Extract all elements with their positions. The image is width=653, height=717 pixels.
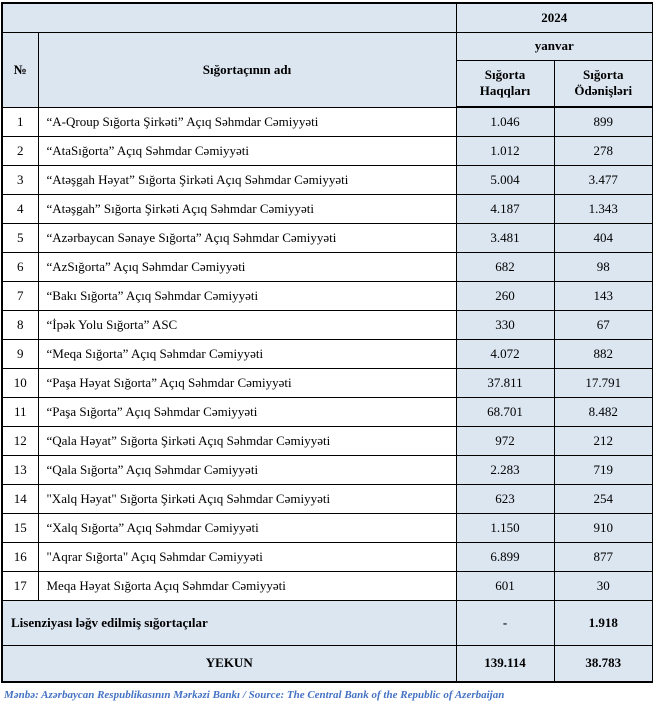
row-premiums: 2.283 <box>456 455 554 484</box>
table-row <box>2 571 653 600</box>
row-name: “Atəşgah” Sığorta Şirkəti Açıq Səhmdar Cəmiyyəti <box>38 194 456 223</box>
row-premiums: 4.072 <box>456 339 554 368</box>
row-no: 11 <box>2 397 38 426</box>
row-name: “Paşa Həyat Sığorta” Açıq Səhmdar Cəmiyyəti <box>38 368 456 397</box>
row-no: 4 <box>2 194 38 223</box>
row-payments: 719 <box>554 455 653 484</box>
blank-header-cell <box>2 3 456 32</box>
row-premiums: 3.481 <box>456 223 554 252</box>
total-payments: 38.783 <box>554 645 653 682</box>
table-summary <box>2 600 653 682</box>
row-premiums: 6.899 <box>456 542 554 571</box>
row-premiums: 1.012 <box>456 136 554 165</box>
col-header-name: Sığortaçının adı <box>38 32 456 107</box>
table-row <box>2 513 653 542</box>
row-premiums: 5.004 <box>456 165 554 194</box>
row-name: "Xalq Həyat" Sığorta Şirkəti Açıq Səhmdar Cəmiyyəti <box>38 484 456 513</box>
insurance-table <box>1 2 653 683</box>
table-row <box>2 165 653 194</box>
row-payments: 17.791 <box>554 368 653 397</box>
row-payments: 1.343 <box>554 194 653 223</box>
row-no: 15 <box>2 513 38 542</box>
row-payments: 3.477 <box>554 165 653 194</box>
year-row <box>2 3 653 32</box>
row-payments: 899 <box>554 107 653 136</box>
row-payments: 254 <box>554 484 653 513</box>
row-name: “Meqa Sığorta” Açıq Səhmdar Cəmiyyəti <box>38 339 456 368</box>
year-header: 2024 <box>456 3 653 32</box>
table-row <box>2 194 653 223</box>
row-premiums: 682 <box>456 252 554 281</box>
row-name: “Bakı Sığorta” Açıq Səhmdar Cəmiyyəti <box>38 281 456 310</box>
row-payments: 143 <box>554 281 653 310</box>
row-no: 1 <box>2 107 38 136</box>
row-payments: 404 <box>554 223 653 252</box>
row-no: 17 <box>2 571 38 600</box>
month-row <box>2 32 653 60</box>
row-name: “AzSığorta” Açıq Səhmdar Cəmiyyəti <box>38 252 456 281</box>
cancelled-licenses-premiums: - <box>456 600 554 645</box>
row-premiums: 623 <box>456 484 554 513</box>
row-name: “İpək Yolu Sığorta” ASC <box>38 310 456 339</box>
total-row <box>2 645 653 682</box>
table-row <box>2 310 653 339</box>
total-label: YEKUN <box>2 645 456 682</box>
row-name: “A-Qroup Sığorta Şirkəti” Açıq Səhmdar Cəmiyyəti <box>38 107 456 136</box>
table-row <box>2 107 653 136</box>
table-row <box>2 455 653 484</box>
row-no: 2 <box>2 136 38 165</box>
cancelled-licenses-label: Lisenziyası ləğv edilmiş sığortaçılar <box>2 600 456 645</box>
row-no: 7 <box>2 281 38 310</box>
row-payments: 67 <box>554 310 653 339</box>
table-row <box>2 281 653 310</box>
row-payments: 877 <box>554 542 653 571</box>
row-name: “Atəşgah Həyat” Sığorta Şirkəti Açıq Səhmdar Cəmiyyəti <box>38 165 456 194</box>
row-no: 3 <box>2 165 38 194</box>
row-payments: 882 <box>554 339 653 368</box>
row-premiums: 1.150 <box>456 513 554 542</box>
month-header: yanvar <box>456 32 653 60</box>
row-name: “AtaSığorta” Açıq Səhmdar Cəmiyyəti <box>38 136 456 165</box>
cancelled-licenses-payments: 1.918 <box>554 600 653 645</box>
row-premiums: 37.811 <box>456 368 554 397</box>
row-name: “Qala Həyat” Sığorta Şirkəti Açıq Səhmdar Cəmiyyəti <box>38 426 456 455</box>
table-row <box>2 426 653 455</box>
table-header <box>2 3 653 107</box>
row-name: Meqa Həyat Sığorta Açıq Səhmdar Cəmiyyəti <box>38 571 456 600</box>
row-premiums: 972 <box>456 426 554 455</box>
row-no: 16 <box>2 542 38 571</box>
table-row <box>2 368 653 397</box>
table-row <box>2 136 653 165</box>
row-no: 13 <box>2 455 38 484</box>
row-no: 8 <box>2 310 38 339</box>
row-name: “Qala Sığorta” Açıq Səhmdar Cəmiyyəti <box>38 455 456 484</box>
table-row <box>2 542 653 571</box>
row-name: “Paşa Sığorta” Açıq Səhmdar Cəmiyyəti <box>38 397 456 426</box>
row-no: 6 <box>2 252 38 281</box>
total-premiums: 139.114 <box>456 645 554 682</box>
row-premiums: 601 <box>456 571 554 600</box>
row-no: 10 <box>2 368 38 397</box>
row-payments: 30 <box>554 571 653 600</box>
row-name: “Azərbaycan Sənaye Sığorta” Açıq Səhmdar Cəmiyyəti <box>38 223 456 252</box>
row-payments: 8.482 <box>554 397 653 426</box>
col-header-premiums: Sığorta Haqqları <box>456 60 554 107</box>
row-premiums: 68.701 <box>456 397 554 426</box>
row-payments: 98 <box>554 252 653 281</box>
col-header-payments: Sığorta Ödənişləri <box>554 60 653 107</box>
table-row <box>2 484 653 513</box>
row-premiums: 330 <box>456 310 554 339</box>
row-payments: 212 <box>554 426 653 455</box>
col-header-no: № <box>2 32 38 107</box>
row-payments: 910 <box>554 513 653 542</box>
row-no: 9 <box>2 339 38 368</box>
cancelled-licenses-row <box>2 600 653 645</box>
row-name: "Aqrar Sığorta" Açıq Səhmdar Cəmiyyəti <box>38 542 456 571</box>
row-no: 14 <box>2 484 38 513</box>
row-no: 5 <box>2 223 38 252</box>
row-payments: 278 <box>554 136 653 165</box>
row-no: 12 <box>2 426 38 455</box>
table-row <box>2 223 653 252</box>
row-premiums: 260 <box>456 281 554 310</box>
table-body <box>2 107 653 600</box>
source-note: Mənbə: Azərbaycan Respublikasının Mərkəzi Bankı / Source: The Central Bank of the Republic of Azerbaijan <box>0 683 653 701</box>
table-row <box>2 339 653 368</box>
row-name: “Xalq Sığorta” Açıq Səhmdar Cəmiyyəti <box>38 513 456 542</box>
table-row <box>2 397 653 426</box>
table-row <box>2 252 653 281</box>
row-premiums: 1.046 <box>456 107 554 136</box>
row-premiums: 4.187 <box>456 194 554 223</box>
